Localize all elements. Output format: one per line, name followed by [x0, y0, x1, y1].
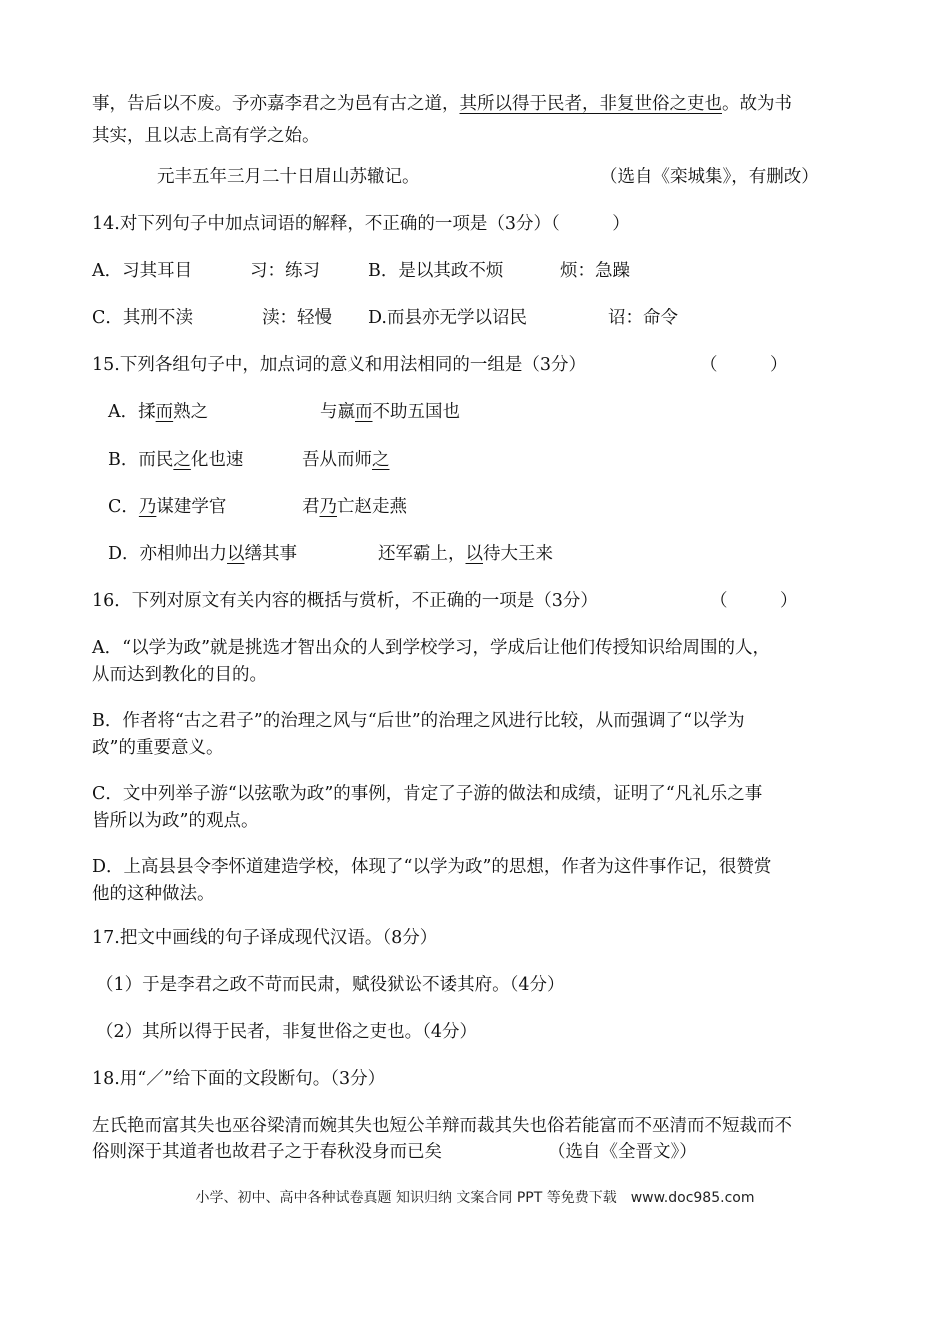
q16-answer-paren: （ ） — [710, 591, 798, 611]
q17-sentence-1: （1）于是李君之政不苛而民肃，赋役狱讼不诿其府。（4分） — [96, 975, 565, 995]
passage-source: （选自《栾城集》，有删改） — [600, 167, 819, 187]
text: 君 — [302, 497, 320, 517]
q14-option-a: A．习其耳目 — [92, 261, 193, 281]
passage-line-1 — [92, 92, 792, 116]
q15-option-a-pair — [320, 400, 460, 424]
text: 谋建学官 — [156, 497, 227, 517]
text: 缮其事 — [244, 544, 298, 564]
q16-option-b-line2: 政”的重要意义。 — [92, 738, 224, 758]
q14-option-b: B．是以其政不烦 — [368, 261, 504, 281]
q14-option-b-explain: 烦：急躁 — [560, 261, 630, 281]
q18-stem: 18.用“／”给下面的文段断句。（3分） — [92, 1069, 386, 1089]
dotted-word: 而 — [155, 402, 174, 422]
dotted-word: 之 — [372, 450, 390, 470]
q18-text-line2: 俗则深于其道者也故君子之于春秋没身而已矣 — [92, 1142, 442, 1162]
q15-answer-paren: （ ） — [700, 355, 788, 375]
q16-option-d-line2: 他的这种做法。 — [92, 884, 215, 904]
dotted-word: 以 — [227, 544, 245, 564]
text: 待大王来 — [483, 544, 553, 564]
passage-signature: 元丰五年三月二十日眉山苏辙记。 — [157, 167, 420, 187]
q15-option-d — [108, 542, 297, 566]
dotted-word: 以 — [465, 544, 483, 564]
q14-option-a-explain: 习：练习 — [250, 261, 320, 281]
q17-sentence-2: （2）其所以得于民者，非复世俗之吏也。（4分） — [96, 1022, 478, 1042]
q14-option-d: D.而县亦无学以诏民 — [368, 308, 527, 328]
text: C． — [108, 497, 139, 517]
q16-option-a-line2: 从而达到教化的目的。 — [92, 665, 267, 685]
q14-option-d-explain: 诏：命令 — [608, 308, 678, 328]
q14-option-c: C．其刑不渎 — [92, 308, 193, 328]
text: 化也速 — [190, 450, 244, 470]
text: 不助五国也 — [372, 402, 460, 422]
q18-source: （选自《全晋文》） — [548, 1142, 697, 1162]
q16-stem: 16．下列对原文有关内容的概括与赏析，不正确的一项是（3分） — [92, 591, 598, 611]
text: D．亦相帅出力 — [108, 544, 228, 564]
q15-option-b-pair — [302, 448, 390, 472]
q16-option-a-line1: A．“以学为政”就是挑选才智出众的人到学校学习，学成后让他们传授知识给周围的人， — [92, 638, 771, 658]
q15-option-a — [108, 400, 208, 424]
passage-line-2: 其实，且以志上高有学之始。 — [92, 126, 320, 146]
q15-stem: 15.下列各组句子中，加点词的意义和用法相同的一组是（3分） — [92, 355, 586, 375]
q15-option-c — [108, 495, 226, 519]
q16-option-d-line1: D．上高县县令李怀道建造学校，体现了“以学为政”的思想，作者为这件事作记，很赞赏 — [92, 857, 772, 877]
text: 与嬴 — [320, 402, 355, 422]
dotted-word: 乃 — [138, 497, 157, 517]
text: B．而民 — [108, 450, 174, 470]
dotted-word: 而 — [355, 402, 373, 422]
underlined-sentence: 其所以得于民者，非复世俗之吏也 — [459, 94, 722, 114]
q14-stem: 14.对下列句子中加点词语的解释，不正确的一项是（3分）（ ） — [92, 214, 630, 234]
text: 还军霸上， — [378, 544, 466, 564]
text: 亡赵走燕 — [337, 497, 407, 517]
q15-option-d-pair — [378, 542, 553, 566]
dotted-word: 之 — [173, 450, 191, 470]
q16-option-b-line1: B．作者将“古之君子”的治理之风与“后世”的治理之风进行比较，从而强调了“以学为 — [92, 711, 745, 731]
text: A．揉 — [108, 402, 156, 422]
q15-option-c-pair — [302, 495, 407, 519]
q18-text-line1: 左氏艳而富其失也巫谷梁清而婉其失也短公羊辩而裁其失也俗若能富而不巫清而不短裁而不 — [92, 1116, 792, 1136]
q15-option-b — [108, 448, 243, 472]
q16-option-c-line1: C．文中列举子游“以弦歌为政”的事例，肯定了子游的做法和成绩，证明了“凡礼乐之事 — [92, 784, 763, 804]
page-footer: 小学、初中、高中各种试卷真题 知识归纳 文案合同 PPT 等免费下载 www.doc985.com — [195, 1190, 755, 1206]
text: 事，告后以不废。予亦嘉李君之为邑有古之道， — [92, 94, 460, 114]
text: 吾从而师 — [302, 450, 372, 470]
q17-stem: 17.把文中画线的句子译成现代汉语。（8分） — [92, 928, 438, 948]
q14-option-c-explain: 渎：轻慢 — [262, 308, 332, 328]
text: 熟之 — [173, 402, 209, 422]
dotted-word: 乃 — [319, 497, 337, 517]
q16-option-c-line2: 皆所以为政”的观点。 — [92, 811, 259, 831]
text: 。故为书 — [722, 94, 792, 114]
